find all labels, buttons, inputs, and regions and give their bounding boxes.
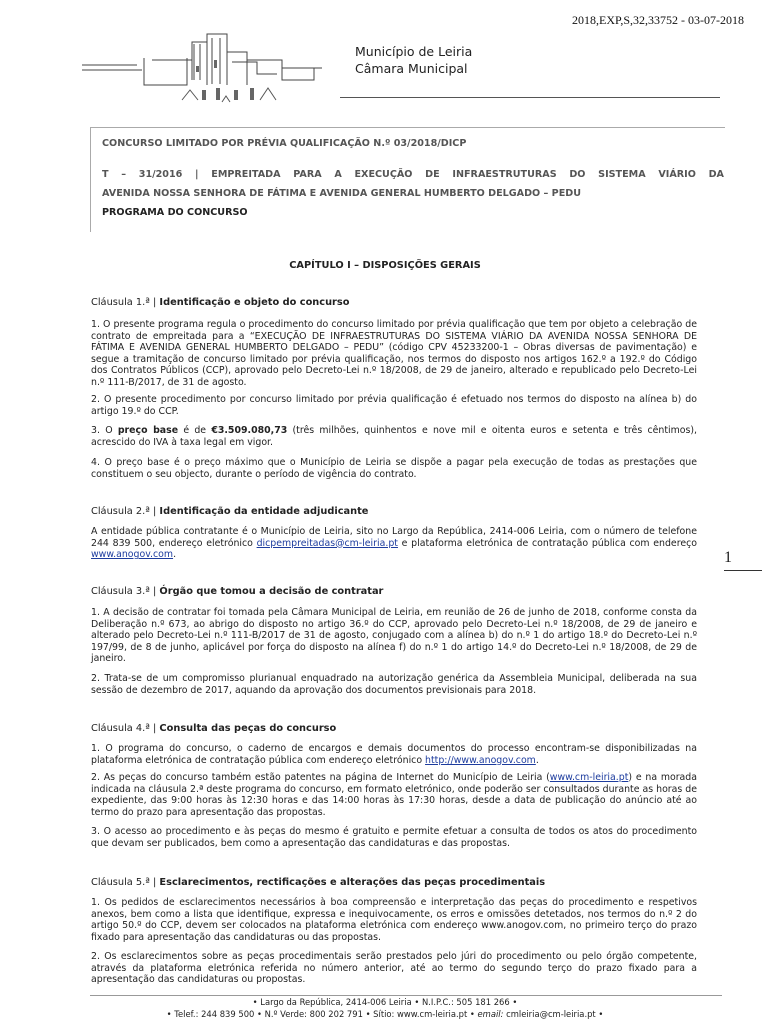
clause-2-paragraph-1 bbox=[91, 526, 697, 561]
procedure-number: CONCURSO LIMITADO POR PRÉVIA QUALIFICAÇÃO N.º 03/2018/DICP bbox=[102, 138, 467, 149]
clause-title: Esclarecimentos, rectificações e alterações das peças procedimentais bbox=[159, 877, 546, 888]
clause-3-paragraph-1: 1. A decisão de contratar foi tomada pela Câmara Municipal de Leiria, em reunião de 26 de junho de 2018, conforme consta da Deliberação n.º 673, ao abrigo do disposto no artigo 36.º do CCP, aprovado pelo Decreto-Lei n.º 18/2008, de 29 de janeiro e alterado pelo Decreto-Lei n.º 111-B/2017 de 31 de agosto, conjugado com a alínea b) do n.º 1 do artigo 18.º do Decreto-Lei n.º 197/99, de 8 de junho, aplicável por força do disposto na alínea f) do n.º 1 do artigo 14.º do Decreto-Lei n.º 18/2008, de 29 de janeiro. bbox=[91, 607, 697, 665]
clause-title: Identificação da entidade adjudicante bbox=[159, 506, 369, 517]
clause-title: Identificação e objeto do concurso bbox=[159, 297, 350, 308]
base-price-label: preço base bbox=[117, 425, 179, 436]
clause-4-heading bbox=[91, 723, 336, 734]
procedure-subject-line-1: T – 31/2016 | EMPREITADA PARA A EXECUÇÃO DE INFRAESTRUTURAS DO SISTEMA VIÁRIO DA bbox=[102, 169, 724, 180]
text: 1. O programa do concurso, o caderno de encargos e demais documentos do processo encontram-se disponibilizadas na plataforma eletrónica de contratação pública com endereço eletrónico bbox=[91, 743, 697, 766]
text: . bbox=[173, 549, 177, 561]
procedure-title-box bbox=[90, 127, 725, 232]
municipality-name: Município de Leiria bbox=[355, 44, 473, 59]
clause-title: Órgão que tomou a decisão de contratar bbox=[159, 586, 384, 597]
text: cmleiria@cm-leiria.pt • bbox=[503, 1009, 604, 1019]
text: • Telef.: 244 839 500 • N.º Verde: 800 202 791 • Sítio: www.cm-leiria.pt • bbox=[166, 1009, 478, 1019]
text: A entidade pública contratante é o Município de Leiria, sito no Largo da República, 2414-006 Leiria, com o número de telefone 244 839 500, endereço eletrónico bbox=[91, 526, 697, 549]
clause-1-heading bbox=[91, 297, 349, 308]
procedure-subject bbox=[102, 165, 724, 203]
text: 2. As peças do concurso também estão patentes na página de Internet do Município de Leiria ( bbox=[91, 772, 550, 783]
municipality-header bbox=[355, 43, 472, 77]
clause-1-paragraph-1: 1. O presente programa regula o procedimento do concurso limitado por prévia qualificação que tem por objeto a celebração de contrato de empreitada para a “EXECUÇÃO DE INFRAESTRUTURAS DO SISTEMA VIÁRIO DA AVENIDA NOSSA SENHORA DE FÁTIMA E AVENIDA GENERAL HUMBERTO DELGADO – PEDU” (código CPV 45233200-1 – Obras diversas de pavimentação) e segue a tramitação de concurso limitado por prévia qualificação, nos termos do disposto nos artigos 162.º a 192.º do Código dos Contratos Públicos (CCP), aprovado pelo Decreto-Lei n.º 18/2008, de 29 de janeiro, alterado e republicado pelo Decreto-Lei n.º 111-B/2017, de 31 de agosto. bbox=[91, 319, 697, 388]
clause-2-heading bbox=[91, 506, 368, 517]
document-reference: 2018,EXP,S,32,33752 - 03-07-2018 bbox=[571, 13, 744, 27]
clause-number: Cláusula 3.ª | bbox=[91, 586, 160, 597]
council-name: Câmara Municipal bbox=[355, 61, 468, 76]
anogov-url-link[interactable]: http://www.anogov.com bbox=[425, 754, 536, 766]
text: . bbox=[535, 754, 539, 766]
clause-1-paragraph-3 bbox=[91, 425, 697, 448]
text: e plataforma eletrónica de contratação pública com endereço bbox=[397, 537, 697, 549]
clause-title: Consulta das peças do concurso bbox=[159, 723, 337, 734]
clause-5-paragraph-1: 1. Os pedidos de esclarecimentos necessários à boa compreensão e interpretação das peças do procedimento e respetivos anexos, bem como a lista que identifique, expressa e inequivocamente, os erros e omissões detetados, nos termos do n.º 2 do artigo 50.º do CCP, devem ser colocados na plataforma eletrónica com endereço www.anogov.com, no primeiro terço do prazo fixado para apresentação das candidaturas ou das propostas. bbox=[91, 897, 697, 943]
clause-number: Cláusula 2.ª | bbox=[91, 506, 160, 517]
clause-4-paragraph-2 bbox=[91, 772, 697, 818]
clause-5-paragraph-2: 2. Os esclarecimentos sobre as peças procedimentais serão prestados pelo júri do procedimento ou pelo órgão competente, através da plataforma eletrónica referida no número anterior, até ao termo do segundo terço do prazo fixado para a apresentação das candidaturas ou propostas. bbox=[91, 951, 697, 986]
document-title: PROGRAMA DO CONCURSO bbox=[102, 207, 248, 218]
clause-1-paragraph-4: 4. O preço base é o preço máximo que o Município de Leiria se dispõe a pagar pela execução de todas as prestações que constituem o seu objecto, durante o período de vigência do contrato. bbox=[91, 457, 697, 480]
clause-3-paragraph-2: 2. Trata-se de um compromisso plurianual enquadrado na autorização genérica da Assembleia Municipal, deliberada na sua sessão de dezembro de 2017, aquando da aprovação dos documentos previsionais para 2018. bbox=[91, 673, 697, 696]
email-link[interactable]: dicpempreitadas@cm-leiria.pt bbox=[256, 537, 398, 549]
clause-4-paragraph-3: 3. O acesso ao procedimento e às peças do mesmo é gratuito e permite efetuar a consulta de todos os atos do procedimento que devam ser publicados, bem como a apresentação das candidaturas e das propostas. bbox=[91, 826, 697, 849]
text: ) e na morada indicada na cláusula 2.ª deste programa do concurso, em formato eletrónico, onde poderão ser consultados durante as horas de expediente, das 9:00 horas às 12:30 horas e das 14:00 horas às 17:30 horas, desde a data de publicação do anúncio até ao termo do prazo para apresentação das propostas. bbox=[91, 772, 697, 818]
text: é de bbox=[178, 425, 212, 436]
base-price-value: €3.509.080,73 bbox=[211, 425, 288, 436]
clause-3-heading bbox=[91, 586, 383, 597]
footer-contacts bbox=[0, 1009, 770, 1019]
cm-leiria-link[interactable]: www.cm-leiria.pt bbox=[549, 772, 629, 783]
text: 3. O bbox=[91, 425, 118, 436]
procedure-subject-line-2: AVENIDA NOSSA SENHORA DE FÁTIMA E AVENIDA GENERAL HUMBERTO DELGADO – PEDU bbox=[102, 188, 582, 199]
clause-number: Cláusula 1.ª | bbox=[91, 297, 160, 308]
leiria-castle-logo bbox=[82, 30, 342, 108]
email-label: email: bbox=[477, 1009, 504, 1019]
page-number-rule bbox=[724, 570, 762, 571]
clause-4-paragraph-1 bbox=[91, 743, 697, 766]
page-number: 1 bbox=[724, 549, 732, 566]
clause-1-paragraph-2: 2. O presente procedimento por concurso limitado por prévia qualificação é efetuado nos termos do disposto na alínea b) do artigo 19.º do CCP. bbox=[91, 394, 697, 417]
footer-rule bbox=[90, 995, 722, 996]
clause-number: Cláusula 5.ª | bbox=[91, 877, 160, 888]
text: (três milhões, quinhentos e nove mil e oitenta euros e setenta e três cêntimos), acrescido do IVA à taxa legal em vigor. bbox=[91, 425, 697, 448]
clause-5-heading bbox=[91, 877, 545, 888]
clause-number: Cláusula 4.ª | bbox=[91, 723, 160, 734]
footer-address: • Largo da República, 2414-006 Leiria • N.I.P.C.: 505 181 266 • bbox=[252, 997, 518, 1007]
anogov-link[interactable]: www.anogov.com bbox=[91, 549, 174, 561]
chapter-heading: CAPÍTULO I – DISPOSIÇÕES GERAIS bbox=[289, 260, 481, 271]
header-rule bbox=[340, 97, 720, 98]
